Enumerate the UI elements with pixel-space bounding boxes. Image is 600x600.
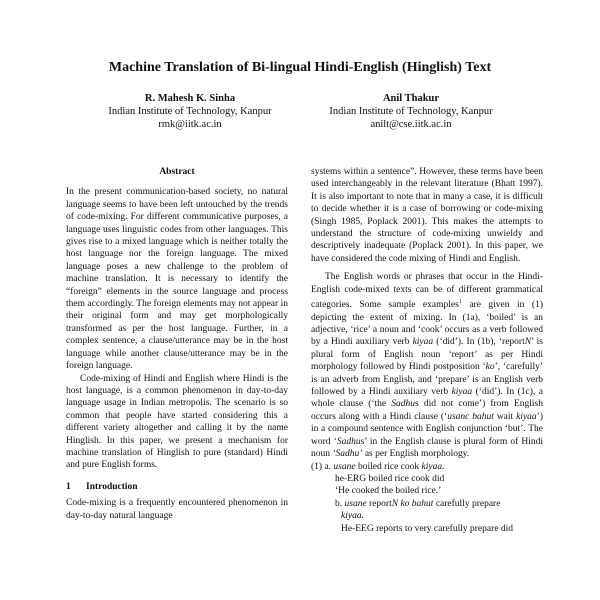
author-email: anilt@cse.iitk.ac.in bbox=[370, 119, 452, 130]
example-continuation: kiyaa. bbox=[341, 511, 364, 522]
example-gloss: he-ERG boiled rice cook did bbox=[335, 473, 445, 484]
section-number: 1 bbox=[66, 481, 71, 492]
author-affiliation: Indian Institute of Technology, Kanpur bbox=[108, 106, 272, 117]
section-title: Introduction bbox=[86, 481, 138, 492]
example-1a: (1) a. usane boiled rice cook kiyaa. bbox=[311, 461, 445, 472]
author-name: R. Mahesh K. Sinha bbox=[144, 93, 236, 104]
example-translation: ‘He cooked the boiled rice.’ bbox=[335, 486, 442, 497]
section-heading bbox=[66, 481, 288, 493]
author-affiliation: Indian Institute of Technology, Kanpur bbox=[329, 106, 493, 117]
example-1b: b. usane reportN ko bahut carefully prepare bbox=[335, 498, 501, 509]
author-block-1 bbox=[75, 92, 305, 131]
abstract-paragraph: In the present communication-based society, no natural language seems to have been left untouched by the trends of code-mixing. For different communicative purposes, a language uses linguistic codes from other languages. This gives rise to a mixed language which is neither totally the host language nor the foreign language. The mixed language poses a new challenge to the problem of machine translation. It is necessary to identify the “foreign” elements in the source language and process them accordingly. The foreign elements may not appear in their original form and may get morphologically transformed as per the host language. Further, in a complex sentence, a clause/utterance may be in the host language while another clause/utterance may be in the foreign language. bbox=[66, 187, 288, 372]
author-email: rmk@iitk.ac.in bbox=[158, 119, 222, 130]
footnote-marker: 1 bbox=[458, 299, 462, 306]
right-column bbox=[311, 166, 543, 535]
body-paragraph: Code-mixing is a frequently encountered phenomenon in day-to-day natural language bbox=[66, 498, 288, 521]
author-name: Anil Thakur bbox=[382, 93, 440, 104]
author-block-2 bbox=[296, 92, 526, 131]
abstract-heading: Abstract bbox=[159, 167, 195, 177]
body-paragraph: The English words or phrases that occur in the Hindi-English code-mixed texts can be of different grammatical categories. Some sample examples$^1$ are given in (1) depicting the extent of mixing. In (1a), ‘boiled’ is an adjective, ‘rice’ a noun and ‘cook’ occurs as a verb followed by a Hindi auxiliary verb kiyaa (‘did’). In (1b), ‘reportN’ is plural form of English noun ‘report’ as per Hindi morphology followed by Hindi postposition ‘ko’, ‘carefully’ is an adverb from English, and ‘prepare’ is an English verb followed by a Hindi auxiliary verb kiyaa (‘did’). In (1c), a whole clause (‘the Sadhus did not come’) from English occurs along with a Hindi clause (‘usanc bahut wait kiyaa’) in a compound sentence with English conjunction ‘but’. The word ‘Sadhus’ in the English clause is plural form of Hindi noun ‘Sadhu’ as per English morphology. bbox=[311, 272, 544, 460]
body-paragraph: systems within a sentence”. However, these terms have been used interchangeably in the relevant literature (Bhatt 1997). It is also important to note that in many a case, it is difficult to decide whether it is a case of borrowing or code-mixing (Singh 1985, Poplack 2001). This makes the attempts to understand the structure of code-mixing unwieldy and descriptively inadequate (Poplack 2001). In this paper, we have considered the code mixing of Hindi and English. bbox=[311, 167, 543, 264]
paper-title: Machine Translation of Bi-lingual Hindi-English (Hinglish) Text bbox=[108, 60, 492, 75]
example-gloss: He-EEG reports to very carefully prepare did bbox=[341, 523, 513, 534]
left-column bbox=[66, 166, 288, 522]
abstract-paragraph: Code-mixing of Hindi and English where Hindi is the host language, is a common phenomenon in day-to-day language usage in Indian metropolis. The scenario is so common that people have started considering this a different variety altogether and calling it by the name Hinglish. In this paper, we present a mechanism for machine translation of Hinglish to pure (standard) Hindi and pure English forms. bbox=[66, 373, 288, 471]
